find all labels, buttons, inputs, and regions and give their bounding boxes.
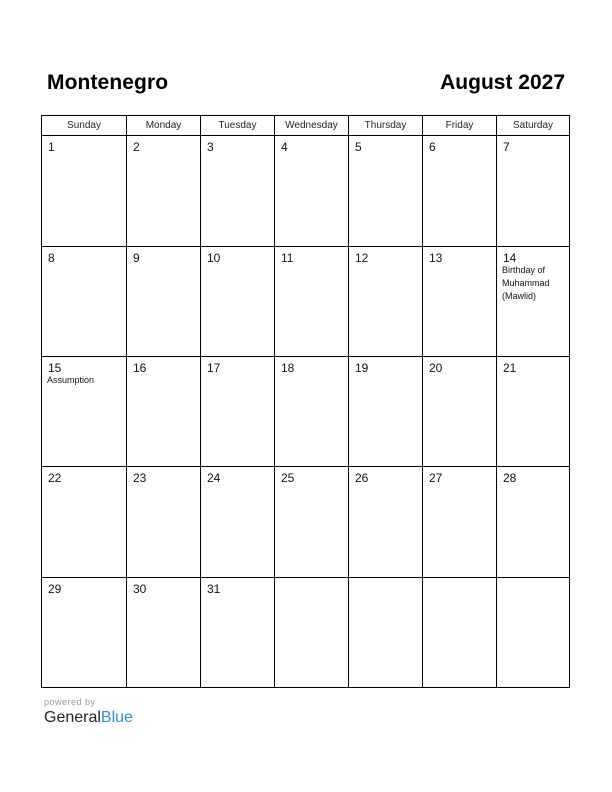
day-number: 22 [48,471,62,485]
month-year-title: August 2027 [440,71,565,94]
day-number: 26 [355,471,369,485]
day-cell [42,247,127,357]
holiday-label: Assumption [47,375,95,385]
day-number: 16 [133,361,147,375]
day-number: 5 [355,140,362,154]
day-number: 13 [429,251,443,265]
day-cell [349,467,423,578]
empty-day-cell [275,578,349,688]
day-number: 10 [207,251,221,265]
day-cell [127,467,201,578]
empty-day-cell [349,578,423,688]
day-number: 20 [429,361,443,375]
empty-day-cell [423,578,497,688]
day-cell [42,357,127,467]
day-number: 1 [48,140,55,154]
day-number: 25 [281,471,295,485]
day-number: 19 [355,361,369,375]
day-number: 2 [133,140,140,154]
day-cell [497,357,570,467]
day-number: 8 [48,251,55,265]
day-cell [201,467,275,578]
footer-branding [44,697,133,727]
day-number: 4 [281,140,288,154]
powered-by-text: powered by [44,697,96,707]
holiday-label: Birthday of Muhammad (Mawlid) [502,265,550,301]
day-number: 28 [503,471,517,485]
day-cell [201,136,275,247]
weekday-header: Friday [423,116,497,136]
day-cell [201,247,275,357]
day-cell [201,357,275,467]
day-number: 24 [207,471,221,485]
country-title: Montenegro [47,71,169,94]
day-cell [275,467,349,578]
day-number: 6 [429,140,436,154]
day-cell [275,136,349,247]
day-cell [42,136,127,247]
day-number: 9 [133,251,140,265]
day-number: 18 [281,361,295,375]
day-number: 11 [281,251,294,265]
day-cell [127,357,201,467]
day-cell [275,357,349,467]
day-number: 7 [503,140,510,154]
weekday-header: Tuesday [201,116,275,136]
day-number: 3 [207,140,214,154]
day-cell [497,467,570,578]
brand-blue: Blue [100,709,133,726]
day-number: 29 [48,582,62,596]
day-number: 15 [48,361,62,375]
weekday-header: Saturday [497,116,570,136]
day-cell [423,357,497,467]
brand-general: General [44,709,101,726]
day-number: 30 [133,582,147,596]
day-cell [127,578,201,688]
day-cell [349,247,423,357]
day-cell [497,247,570,357]
day-cell [127,136,201,247]
weekday-header: Monday [127,116,201,136]
day-cell [423,247,497,357]
day-number: 21 [503,361,517,375]
calendar-grid [41,115,570,688]
day-cell [42,467,127,578]
generalblue-logo [44,709,133,727]
day-number: 31 [207,582,221,596]
day-number: 27 [429,471,443,485]
day-cell [497,136,570,247]
day-number: 14 [503,251,517,265]
empty-day-cell [497,578,570,688]
day-cell [275,247,349,357]
day-number: 23 [133,471,147,485]
day-cell [349,136,423,247]
day-cell [42,578,127,688]
weekday-header: Wednesday [275,116,349,136]
day-cell [201,578,275,688]
day-number: 12 [355,251,369,265]
day-cell [127,247,201,357]
day-number: 17 [207,361,221,375]
weekday-header: Thursday [349,116,423,136]
day-cell [423,467,497,578]
weekday-header: Sunday [42,116,127,136]
day-cell [423,136,497,247]
day-cell [349,357,423,467]
